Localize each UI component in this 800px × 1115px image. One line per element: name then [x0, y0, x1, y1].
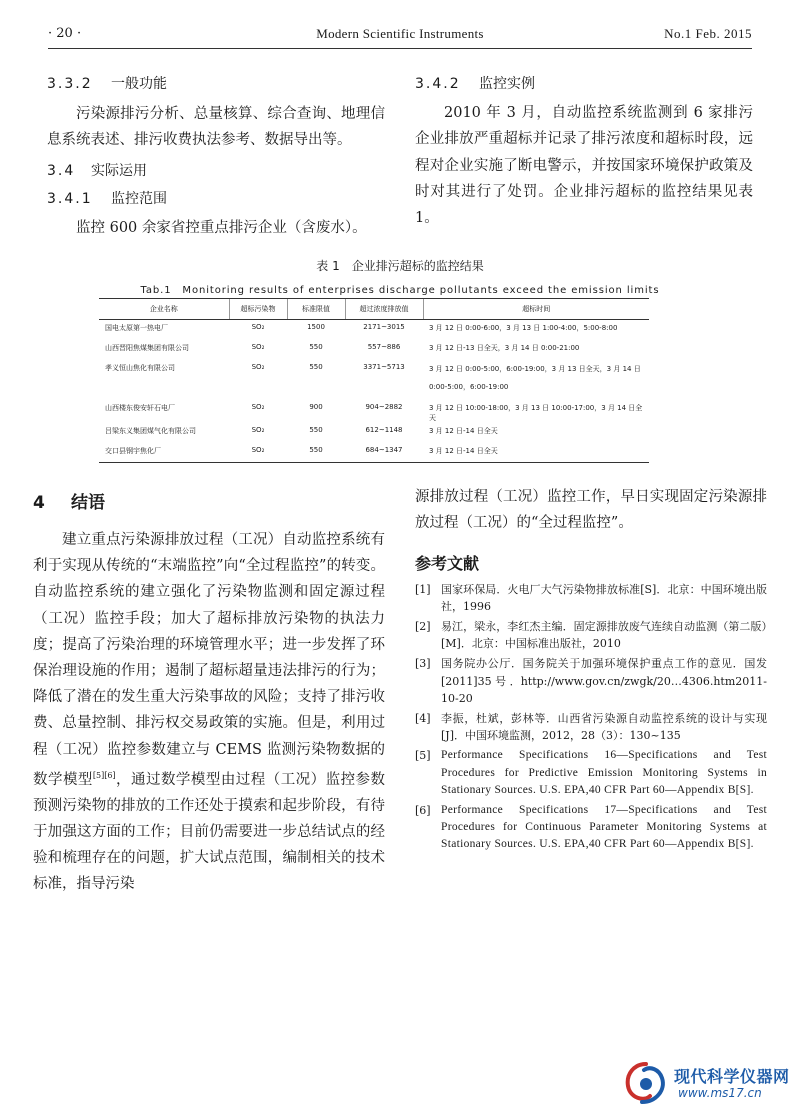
- cell-time: 3 月 12 日 0:00-6:00，3 月 13 日 1:00-4:00，5:00-8:00: [429, 324, 618, 332]
- cell-limit: 550: [309, 362, 323, 371]
- table-row: [99, 423, 649, 443]
- cell-time: 3 月 12 日-14 日全天: [423, 443, 649, 463]
- journal-name: Modern Scientific Instruments: [316, 26, 484, 41]
- cell-limit: 900: [309, 402, 323, 411]
- section-4-text-continued: 源排放过程（工况）监控工作，早日实现固定污染源排放过程（工况）的“全过程监控”。: [415, 489, 767, 532]
- cell-time: 3 月 12 日-13 日全天，3 月 14 日 0:00-21:00: [429, 343, 580, 352]
- page-number: · 20 ·: [48, 26, 82, 41]
- site-watermark: [612, 1056, 800, 1108]
- reference-item: [2] 易江，梁永，李红杰主编．固定源排放废气连续自动监测（第二版）[M]．北京：中国标准出版社，2010: [415, 620, 767, 651]
- cell-company: 国电太原第一热电厂: [105, 324, 168, 332]
- table-header-row: [99, 299, 649, 320]
- table-caption-en: Tab.1 Monitoring results of enterprises discharge pollutants exceed the emission limits: [140, 285, 660, 296]
- cell-limit: 550: [287, 443, 345, 463]
- cell-value: 612~1148: [365, 425, 403, 434]
- right-column-bottom: [415, 484, 767, 854]
- running-header: [48, 26, 752, 49]
- cell-pollutant: SO₂: [251, 402, 265, 411]
- citation: [5][6]: [92, 770, 116, 780]
- header-value: 超过浓度排放值: [345, 299, 423, 320]
- cell-value: 684~1347: [345, 443, 423, 463]
- reference-item: [6] Performance Specifications 17—Specifications and Test Procedures for Continuous Parameter Monitoring Systems at Stationary Sources. U.S. EPA,40 CFR Part 60—Appendix B[S].: [415, 804, 767, 851]
- site-name: 现代科学仪器网: [674, 1067, 790, 1086]
- reference-item: [4] 李振，杜斌，彭林等．山西省污染源自动监控系统的设计与实现[J]．中国环境监测，2012，28（3）：130~135: [415, 712, 767, 743]
- cell-limit: 550: [309, 425, 323, 434]
- table-row: [99, 443, 649, 463]
- references-heading: 参考文献: [415, 553, 480, 573]
- cell-value: 2171~3015: [363, 323, 405, 331]
- reference-item: [5] Performance Specifications 16—Specifications and Test Procedures for Predictive Emission Monitoring Systems in Stationary Sources. U.S. EPA,40 CFR Part 60—Appendix B[S].: [415, 749, 767, 796]
- table-row: [99, 340, 649, 360]
- cell-value: 557~886: [367, 342, 401, 351]
- cell-pollutant: SO₂: [251, 362, 265, 371]
- table-row: [99, 360, 649, 400]
- cell-time: 3 月 12 日-14 日全天: [429, 426, 498, 435]
- cell-pollutant: SO₂: [251, 425, 265, 434]
- header-pollutant: 超标污染物: [229, 299, 287, 320]
- section-4-text: 建立重点污染源排放过程（工况）自动监控系统有利于实现从传统的“末端监控”向“全过程监控”的转变。自动监控系统的建立强化了污染物监测和固定源过程（工况）监控手段；加大了超标排放污染物的执法力度；提高了污染治理的环境管理水平；进一步发挥了环保治理设施的作用；遏制了超标超量违法排污的行为；降低了潜在的发生重大污染事故的风险；支持了排污收费、总量控制、排污权交易政策的实施。但是，利用过程（工况）监控参数建立与 CEMS 监测污染物数据的数学模型[5][6]，通过数学模型由过程（工况）监控参数预测污染物的排放的工作还处于摸索和起步阶段，有待于加强这方面的工作；目前仍需要进一步总结试点的经验和梳理存在的问题，扩大试点范围，编制相关的技术标准，指导污染: [33, 532, 386, 893]
- section-3-4-1-heading: 3.4.1 监控范围: [47, 190, 167, 207]
- section-3-4-2-heading: 3.4.2 监控实例: [415, 76, 535, 92]
- reference-item: [3] 国务院办公厅．国务院关于加强环境保护重点工作的意见．国发 [2011]35 号 ．http://www.gov.cn/zwgk/20…4306.htm2011-10-20: [415, 657, 767, 705]
- monitoring-results-table: [99, 298, 649, 463]
- cell-pollutant: SO₂: [251, 342, 265, 351]
- ms17-logo-icon: [620, 1058, 672, 1106]
- header-limit: 标准限值: [287, 299, 345, 320]
- left-column-bottom: [33, 488, 385, 898]
- reference-item: [1] 国家环保局．火电厂大气污染物排放标准[S]．北京：中国环境出版社，1996: [415, 582, 767, 613]
- table-row: [99, 320, 649, 340]
- section-3-4-1-text: 监控 600 余家省控重点排污企业（含废水）。: [76, 219, 367, 236]
- section-3-3-2-heading: 3.3.2 一般功能: [47, 76, 167, 92]
- section-4-heading: 4 结语: [33, 493, 105, 513]
- header-company: 企业名称: [99, 299, 229, 320]
- site-url: www.ms17.cn: [678, 1086, 762, 1100]
- right-column-top: [415, 73, 753, 231]
- cell-company: 山西晋阳焦煤集团有限公司: [105, 343, 189, 352]
- left-column-top: [47, 73, 385, 241]
- cell-value: 3371~5713: [363, 362, 405, 371]
- section-3-4-heading: 3.4 实际运用: [47, 162, 147, 179]
- cell-company: 山西楼东俊安轩石电厂: [105, 403, 175, 412]
- cell-company: 吕梁东义集团煤气化有限公司: [105, 426, 196, 435]
- header-time: 超标时间: [423, 299, 649, 320]
- cell-pollutant: SO₂: [229, 443, 287, 463]
- table-row: [99, 400, 649, 423]
- section-3-4-2-text: 2010 年 3 月，自动监控系统监测到 6 家排污企业排放严重超标并记录了排污浓度和超标时段，远程对企业实施了断电警示，并按国家环境保护政策及时对其进行了处罚。企业排污超标的监控结果见表 1。: [415, 105, 753, 227]
- cell-limit: 1500: [307, 323, 325, 331]
- cell-company: 孝义恒山焦化有限公司: [105, 363, 175, 372]
- issue-info: No.1 Feb. 2015: [664, 26, 752, 41]
- cell-time: 3 月 12 日 10:00-18:00，3 月 13 日 10:00-17:00，3 月 14 日全天: [429, 403, 643, 422]
- cell-company: 交口县钢宇焦化厂: [99, 443, 229, 463]
- table-caption-cn: 表 1 企业排污超标的监控结果: [316, 259, 484, 273]
- cell-pollutant: SO₂: [251, 323, 265, 331]
- section-3-3-2-text: 污染源排污分析、总量核算、综合查询、地理信息系统表述、排污收费执法参考、数据导出等。: [47, 106, 385, 149]
- cell-time: 3 月 12 日 0:00-5:00，6:00-19:00，3 月 13 日全天，3 月 14 日 0:00-5:00，6:00-19:00: [429, 364, 641, 391]
- references-list: [415, 581, 767, 854]
- cell-limit: 550: [309, 342, 323, 351]
- cell-value: 904~2882: [365, 402, 403, 411]
